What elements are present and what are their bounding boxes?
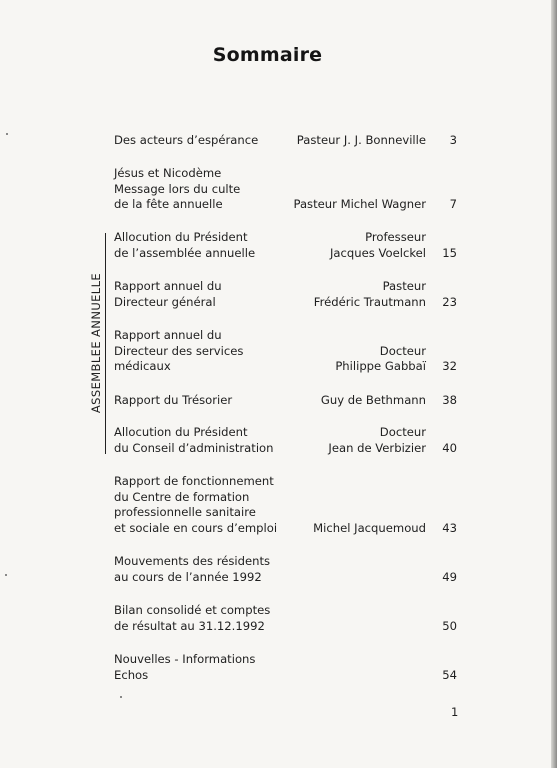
entry-title-line: et sociale en cours d’emploi (114, 521, 278, 536)
entry-title (114, 425, 289, 456)
entry-title (114, 554, 289, 585)
scan-speck (120, 696, 122, 698)
entry-page-number: 7 (449, 197, 457, 212)
entry-title (114, 474, 289, 537)
entry-author-line: Frédéric Trautmann (313, 294, 426, 309)
entry-author (321, 393, 426, 409)
entry-title-line: Rapport du Trésorier (114, 393, 233, 407)
entry-title-line: Allocution du Président (114, 425, 248, 439)
entry-author (293, 197, 426, 213)
entry-title-line: Directeur des services (114, 343, 244, 358)
entry-title-line: médicaux (114, 359, 171, 374)
entry-title-line: Jésus et Nicodème (114, 166, 222, 180)
section-bracket-line (105, 233, 106, 454)
entry-title-line: Bilan consolidé et comptes (114, 603, 271, 617)
entry-title-line: au cours de l’année 1992 (114, 569, 262, 584)
entry-title-line: Rapport annuel du (114, 328, 222, 342)
entry-title-line: Message lors du culte (114, 181, 241, 196)
entry-author-line: Philippe Gabbaï (335, 359, 426, 374)
entry-title (114, 652, 289, 683)
scan-speck (6, 133, 8, 135)
entry-title (114, 603, 289, 634)
page-edge (551, 0, 557, 768)
entry-author-line: Jacques Voelckel (330, 245, 426, 260)
entry-author (328, 425, 426, 456)
page-title: Sommaire (212, 44, 323, 66)
entry-title-line: Mouvements des résidents (114, 554, 271, 568)
entry-page-number: 40 (442, 440, 457, 455)
entry-title (114, 279, 289, 310)
entry-page-number: 50 (442, 618, 457, 633)
entry-page-number: 3 (449, 133, 457, 147)
entry-title-line: de la fête annuelle (114, 197, 223, 212)
entry-title-line: Allocution du Président (114, 230, 248, 244)
entry-author-line: Jean de Verbizier (328, 440, 426, 455)
entry-author-line: Docteur (379, 425, 426, 439)
entry-page-number: 23 (442, 294, 457, 309)
entry-page-number: 54 (442, 667, 457, 682)
entry-page-number: 32 (442, 359, 457, 374)
entry-author-line: Pasteur J. J. Bonneville (296, 133, 426, 147)
entry-title-line: du Conseil d’administration (114, 440, 274, 455)
entry-title-line: Rapport de fonctionnement (114, 474, 274, 488)
entry-author-line: Professeur (365, 230, 426, 244)
entry-title-line: professionnelle sanitaire (114, 505, 256, 520)
entry-title-line: du Centre de formation (114, 489, 250, 504)
entry-author (297, 133, 426, 149)
entry-title (114, 393, 289, 409)
entry-title-line: de résultat au 31.12.1992 (114, 618, 265, 633)
entry-title-line: Des acteurs d’espérance (114, 133, 259, 147)
entry-page-number: 15 (442, 245, 457, 260)
entry-author-line: Michel Jacquemoud (313, 521, 426, 536)
entry-page-number: 43 (442, 521, 457, 536)
entry-author-line: Guy de Bethmann (320, 393, 426, 407)
entry-page-number: 49 (442, 569, 457, 584)
entry-author (314, 279, 426, 310)
entry-title (114, 166, 289, 213)
page-number: 1 (451, 705, 459, 719)
entry-author (330, 230, 426, 261)
entry-author-line: Docteur (379, 343, 426, 358)
entry-author (313, 521, 426, 537)
entry-author-line: Pasteur (382, 279, 426, 293)
entry-title (114, 328, 289, 375)
section-label: ASSEMBLEE ANNUELLE (89, 272, 103, 414)
entry-title-line: Rapport annuel du (114, 279, 222, 293)
entry-title-line: Echos (114, 667, 149, 682)
entry-title-line: de l’assemblée annuelle (114, 245, 256, 260)
entry-title-line: Nouvelles - Informations (114, 652, 256, 666)
entry-author-line: Pasteur Michel Wagner (293, 197, 426, 212)
entry-title-line: Directeur général (114, 294, 216, 309)
entry-page-number: 38 (442, 393, 457, 407)
entry-author (335, 344, 426, 375)
entry-title (114, 133, 289, 149)
scan-speck (5, 574, 7, 576)
entry-title (114, 230, 289, 261)
